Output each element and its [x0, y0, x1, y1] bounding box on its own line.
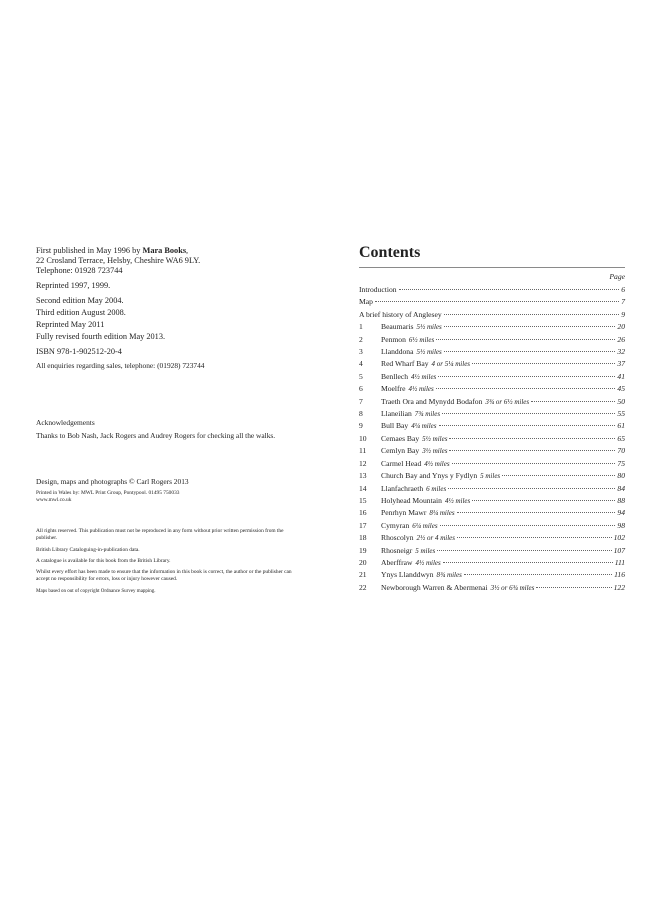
walk-title: Llanfachraeth: [381, 483, 424, 493]
walk-number: 6: [359, 384, 363, 394]
reprinted-line: Reprinted 1997, 1999.: [36, 281, 111, 290]
legal-block: [36, 528, 304, 595]
walk-title: Rhoscolyn: [381, 533, 414, 543]
toc-entry-title: Introduction: [359, 285, 397, 294]
leader-dots: [442, 413, 615, 414]
walk-distance: 4½ miles: [444, 496, 471, 505]
walk-distance: 5 miles: [415, 546, 436, 555]
walk-page: 116: [614, 570, 625, 580]
toc-entry-page: 7: [621, 297, 625, 307]
walk-number: 16: [359, 508, 367, 518]
walk-page: 107: [613, 545, 625, 555]
walk-number: 17: [359, 520, 367, 530]
walk-number: 2: [359, 334, 363, 344]
leader-dots: [472, 500, 615, 501]
publisher-address: 22 Crosland Terrace, Helsby, Cheshire WA6 9LY.: [36, 256, 201, 265]
walk-distance: 4½ miles: [424, 459, 450, 468]
walk-entry: [359, 458, 625, 470]
leader-dots: [502, 475, 615, 476]
leader-dots: [464, 574, 612, 575]
walk-page: 70: [617, 446, 625, 456]
walk-number: 3: [359, 347, 363, 357]
leader-dots: [444, 314, 620, 315]
leader-dots: [436, 388, 616, 389]
publisher-name: Mara Books: [142, 246, 187, 255]
walk-distance: 4½ miles: [415, 558, 441, 567]
toc-entry-page: 9: [621, 309, 625, 319]
walk-number: 4: [359, 359, 363, 369]
walks-list: [359, 321, 625, 594]
leader-dots: [444, 326, 616, 327]
walk-entry: [359, 383, 625, 395]
walk-page: 122: [613, 582, 625, 592]
published-prefix: First published in May 1996 by: [36, 246, 143, 255]
walk-distance: 6¼ miles: [412, 521, 438, 530]
acknowledgements-text: Thanks to Bob Nash, Jack Rogers and Audrey Rogers for checking all the walks.: [36, 431, 276, 441]
rights-notice: All rights reserved. This publication must not be reproduced in any form without prior written permission from the publisher.: [36, 528, 284, 542]
walk-page: 55: [617, 409, 625, 419]
walk-entry: [359, 334, 625, 346]
walk-title: Llanddona: [381, 347, 414, 357]
leader-dots: [444, 351, 616, 352]
first-published-line: [36, 246, 304, 256]
walk-page: 88: [617, 495, 625, 505]
leader-dots: [452, 463, 616, 464]
walk-number: 11: [359, 446, 367, 456]
publication-block: [36, 246, 304, 370]
imprint-page: [36, 246, 304, 595]
maps-notice: Maps based on out of copyright Ordnance Survey mapping.: [36, 589, 156, 595]
walk-distance: 3½ or 6¾ miles: [490, 583, 535, 592]
walk-distance: 3½ miles: [422, 447, 448, 456]
walk-page: 111: [614, 557, 625, 567]
leader-dots: [457, 512, 616, 513]
walk-number: 19: [359, 545, 367, 555]
leader-dots: [399, 289, 620, 290]
walk-number: 10: [359, 433, 367, 443]
walk-number: 8: [359, 409, 363, 419]
page-column-label: Page: [609, 272, 625, 281]
walk-page: 84: [617, 483, 625, 493]
walk-entry: [359, 408, 625, 420]
walk-distance: 5½ miles: [416, 323, 442, 332]
leader-dots: [439, 425, 616, 426]
walk-number: 5: [359, 371, 363, 381]
walk-page: 94: [617, 508, 625, 518]
leader-dots: [457, 537, 612, 538]
walk-distance: 4¼ miles: [411, 422, 437, 431]
walk-number: 18: [359, 533, 367, 543]
walk-page: 20: [617, 322, 625, 332]
walk-title: Newborough Warren & Abermenai: [381, 582, 488, 592]
walk-entry: [359, 582, 625, 594]
walk-title: Cemaes Bay: [381, 433, 420, 443]
walk-distance: 5½ miles: [422, 434, 448, 443]
walk-title: Penmon: [381, 334, 406, 344]
walk-page: 80: [617, 471, 625, 481]
walk-title: Llaneilian: [381, 409, 412, 419]
front-matter-list: [359, 284, 625, 321]
walk-number: 14: [359, 483, 367, 493]
walk-page: 41: [617, 371, 625, 381]
walk-entry: [359, 569, 625, 581]
leader-dots: [472, 363, 615, 364]
walk-distance: 6½ miles: [408, 335, 435, 344]
walk-title: Aberffraw: [381, 557, 413, 567]
leader-dots: [436, 339, 615, 340]
walk-distance: 4 or 5¼ miles: [431, 360, 471, 369]
walk-distance: 7¾ miles: [414, 410, 441, 419]
walk-entry: [359, 346, 625, 358]
walk-title: Penrhyn Mawr: [381, 508, 427, 518]
walk-title: Cymyran: [381, 520, 410, 530]
walk-title: Moelfre: [381, 384, 406, 394]
walk-page: 50: [617, 396, 625, 406]
walk-page: 26: [617, 334, 625, 344]
third-edition-line: Third edition August 2008.: [36, 308, 126, 317]
leader-dots: [449, 450, 615, 451]
walk-page: 98: [617, 520, 625, 530]
walk-title: Traeth Ora and Mynydd Bodafon: [381, 396, 483, 406]
walk-distance: 4½ miles: [411, 372, 437, 381]
walk-number: 15: [359, 495, 367, 505]
walk-page: 37: [617, 359, 625, 369]
walk-number: 13: [359, 471, 367, 481]
walk-entry: [359, 371, 625, 383]
walk-title: Red Wharf Bay: [381, 359, 429, 369]
walk-entry: [359, 557, 625, 569]
reprinted-2011-line: Reprinted May 2011: [36, 320, 105, 329]
toc-entry-page: 6: [621, 285, 625, 294]
walk-title: Cemlyn Bay: [381, 446, 420, 456]
toc-entry: [359, 284, 625, 296]
walk-title: Holyhead Mountain: [381, 495, 442, 505]
walk-entry: [359, 470, 625, 482]
walk-entry: [359, 545, 625, 557]
walk-entry: [359, 396, 625, 408]
design-credit: Design, maps and photographs © Carl Rogers 2013: [36, 476, 189, 486]
walk-distance: 5½ miles: [416, 348, 442, 357]
walk-page: 65: [617, 433, 625, 443]
toc-entry: [359, 296, 625, 308]
walk-title: Church Bay and Ynys y Fydlyn: [381, 471, 478, 481]
printer-website: www.mwl.co.uk: [36, 497, 72, 504]
credits-block: [36, 477, 304, 505]
walk-title: Benllech: [381, 371, 408, 381]
walk-number: 12: [359, 458, 367, 468]
leader-dots: [438, 376, 615, 377]
walk-distance: 8¼ miles: [429, 509, 455, 518]
toc-entry-title: Map: [359, 297, 373, 307]
walk-number: 20: [359, 557, 367, 567]
walk-entry: [359, 433, 625, 445]
walk-title: Ynys Llanddwyn: [381, 570, 434, 580]
walk-page: 61: [617, 421, 625, 431]
isbn-line: ISBN 978-1-902512-20-4: [36, 347, 122, 356]
walk-page: 32: [617, 347, 625, 357]
walk-page: 45: [617, 384, 625, 394]
leader-dots: [443, 562, 613, 563]
walk-distance: 5 miles: [480, 472, 501, 481]
acknowledgements-block: [36, 418, 304, 440]
disclaimer-notice: Whilst every effort has been made to ensure that the information in this book is correct, the author or the publisher can accept no responsibility for errors, loss or injury however caused.: [36, 569, 292, 583]
walk-distance: 8¾ miles: [436, 571, 462, 580]
toc-entry: [359, 309, 625, 321]
walk-entry: [359, 483, 625, 495]
printer-credit: Printed in Wales by: MWL Print Group, Pontypool. 01495 750033: [36, 489, 180, 496]
walk-title: Beaumaris: [381, 322, 414, 332]
leader-dots: [437, 550, 611, 551]
walk-entry: [359, 507, 625, 519]
walk-entry: [359, 420, 625, 432]
leader-dots: [449, 438, 615, 439]
walk-distance: 2½ or 4 miles: [416, 534, 455, 543]
catalogue-notice: A catalogue is available for this book from the British Library.: [36, 557, 171, 564]
acknowledgements-heading: Acknowledgements: [36, 418, 95, 428]
walk-entry: [359, 321, 625, 333]
walk-distance: 4½ miles: [408, 385, 434, 394]
walk-entry: [359, 445, 625, 457]
walk-title: Carmel Head: [381, 458, 422, 468]
leader-dots: [448, 488, 615, 489]
cataloguing-notice: British Library Cataloguing-in-publication data.: [36, 546, 140, 553]
second-edition-line: Second edition May 2004.: [36, 296, 124, 305]
walk-title: Bull Bay: [381, 421, 409, 431]
walk-title: Rhosneigr: [381, 545, 413, 555]
walk-number: 7: [359, 396, 363, 406]
walk-number: 22: [359, 582, 367, 592]
walk-number: 1: [359, 322, 363, 332]
fourth-edition-line: Fully revised fourth edition May 2013.: [36, 332, 166, 341]
contents-title: Contents: [359, 243, 625, 268]
leader-dots: [531, 401, 615, 402]
contents-page: [359, 243, 625, 594]
published-suffix: ,: [186, 246, 189, 255]
walk-number: 9: [359, 421, 363, 431]
leader-dots: [375, 301, 619, 302]
walk-page: 102: [613, 533, 625, 543]
walk-number: 21: [359, 570, 367, 580]
publisher-telephone: Telephone: 01928 723744: [36, 266, 123, 275]
walk-entry: [359, 532, 625, 544]
walk-entry: [359, 495, 625, 507]
toc-entry-title: A brief history of Anglesey: [359, 309, 442, 319]
leader-dots: [536, 587, 611, 588]
walk-page: 75: [617, 458, 625, 468]
walk-entry: [359, 520, 625, 532]
leader-dots: [440, 525, 616, 526]
walk-distance: 3¾ or 6½ miles: [485, 397, 530, 406]
walk-entry: [359, 358, 625, 370]
enquiries-line: All enquiries regarding sales, telephone: (01928) 723744: [36, 361, 205, 370]
walk-distance: 6 miles: [426, 484, 447, 493]
